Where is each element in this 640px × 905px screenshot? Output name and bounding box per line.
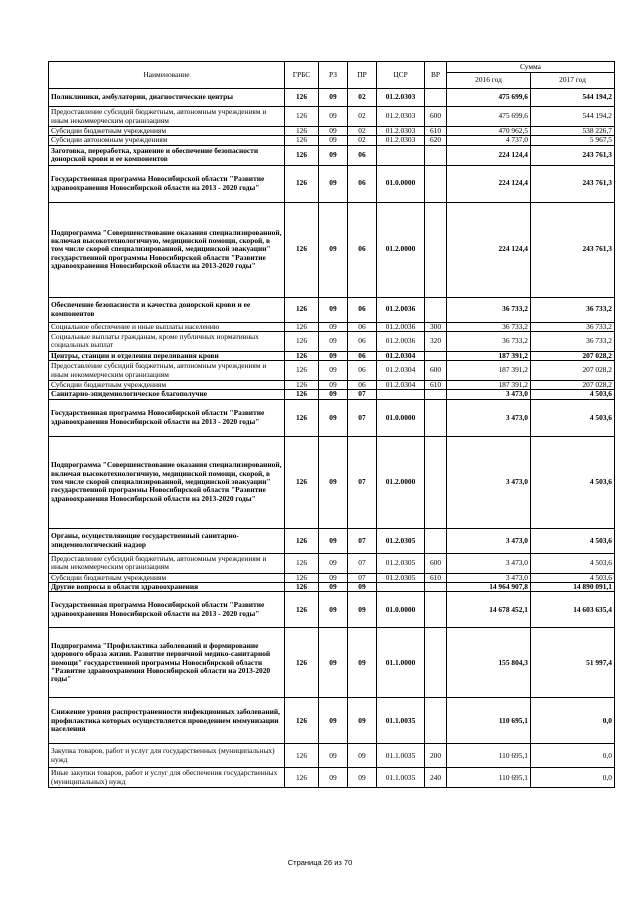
table-row — [49, 331, 615, 351]
cell-pr: 02 — [348, 127, 377, 136]
cell-csr: 01.2.0036 — [377, 322, 425, 331]
cell-pr: 09 — [348, 582, 377, 591]
cell-vr — [425, 528, 447, 553]
cell-grbs: 126 — [285, 390, 319, 399]
cell-pr: 09 — [348, 592, 377, 628]
cell-name: Предоставление субсидий бюджетным, автономным учреждениям и иным некоммерческим организациям — [49, 553, 285, 573]
cell-vr — [425, 89, 447, 107]
cell-grbs: 126 — [285, 107, 319, 127]
cell-v2016: 3 473,0 — [447, 528, 531, 553]
cell-vr — [425, 165, 447, 202]
cell-pr: 06 — [348, 297, 377, 322]
cell-grbs: 126 — [285, 744, 319, 768]
cell-v2017: 0,0 — [531, 744, 615, 768]
cell-pr: 09 — [348, 768, 377, 788]
cell-rz: 09 — [319, 528, 348, 553]
cell-grbs: 126 — [285, 331, 319, 351]
cell-v2016: 36 733,2 — [447, 322, 531, 331]
cell-name: Другие вопросы в области здравоохранения — [49, 582, 285, 591]
cell-v2016: 3 473,0 — [447, 436, 531, 528]
cell-vr — [425, 399, 447, 436]
header-rz: РЗ — [319, 62, 348, 89]
cell-csr: 01.1.0035 — [377, 744, 425, 768]
cell-rz: 09 — [319, 399, 348, 436]
cell-pr: 06 — [348, 145, 377, 165]
cell-csr: 01.2.0303 — [377, 107, 425, 127]
cell-pr: 02 — [348, 107, 377, 127]
cell-v2016: 110 695,1 — [447, 744, 531, 768]
cell-v2017: 207 028,2 — [531, 351, 615, 360]
cell-vr — [425, 436, 447, 528]
cell-name: Поликлиники, амбулатории, диагностические центры — [49, 89, 285, 107]
cell-rz: 09 — [319, 351, 348, 360]
header-sum: Сумма — [447, 62, 615, 73]
cell-v2016: 3 473,0 — [447, 573, 531, 582]
cell-v2016: 36 733,2 — [447, 331, 531, 351]
cell-csr: 01.1.0000 — [377, 628, 425, 698]
header-grbs: ГРБС — [285, 62, 319, 89]
cell-v2016: 3 473,0 — [447, 399, 531, 436]
cell-csr: 01.2.0000 — [377, 202, 425, 297]
cell-grbs: 126 — [285, 582, 319, 591]
cell-rz: 09 — [319, 553, 348, 573]
cell-grbs: 126 — [285, 768, 319, 788]
budget-table — [48, 61, 615, 788]
table-row — [49, 744, 615, 768]
cell-name: Подпрограмма "Совершенствование оказания специализированной, включая высокотехнологичную, медицинской помощи, скорой, в том числе скорой специализированной, медицинской эвакуации" государственной программы Новосибирской области "Развитие здравоохранения Новосибирской области на 2013-2020 годы" — [49, 202, 285, 297]
cell-rz: 09 — [319, 165, 348, 202]
cell-v2016: 475 699,6 — [447, 107, 531, 127]
cell-v2016: 187 391,2 — [447, 381, 531, 390]
cell-pr: 07 — [348, 390, 377, 399]
cell-rz: 09 — [319, 322, 348, 331]
cell-vr — [425, 297, 447, 322]
cell-pr: 02 — [348, 89, 377, 107]
cell-grbs: 126 — [285, 297, 319, 322]
table-row — [49, 573, 615, 582]
cell-pr: 06 — [348, 361, 377, 381]
cell-pr: 09 — [348, 698, 377, 744]
cell-name: Предоставление субсидий бюджетным, автономным учреждениям и иным некоммерческим организациям — [49, 107, 285, 127]
table-row — [49, 361, 615, 381]
cell-rz: 09 — [319, 390, 348, 399]
cell-name: Подпрограмма "Профилактика заболеваний и формирование здорового образа жизни. Развитие первичной медико-санитарной помощи" государственной программы Новосибирской области "Развитие здравоохранения Новосибирской области на 2013-2020 годы" — [49, 628, 285, 698]
cell-pr: 06 — [348, 331, 377, 351]
cell-v2017: 36 733,2 — [531, 297, 615, 322]
cell-v2017: 4 503,6 — [531, 528, 615, 553]
cell-name: Субсидии автономным учреждениям — [49, 136, 285, 145]
cell-grbs: 126 — [285, 553, 319, 573]
cell-csr: 01.2.0305 — [377, 573, 425, 582]
cell-csr: 01.2.0000 — [377, 436, 425, 528]
cell-name: Закупка товаров, работ и услуг для государственных (муниципальных) нужд — [49, 744, 285, 768]
cell-grbs: 126 — [285, 528, 319, 553]
cell-vr: 600 — [425, 553, 447, 573]
table-row — [49, 381, 615, 390]
cell-vr: 600 — [425, 107, 447, 127]
cell-rz: 09 — [319, 436, 348, 528]
cell-v2016: 4 737,0 — [447, 136, 531, 145]
cell-v2016: 110 695,1 — [447, 698, 531, 744]
cell-vr — [425, 202, 447, 297]
cell-name: Снижение уровня распространенности инфекционных заболеваний, профилактика которых осуществляется проведением иммунизации населения — [49, 698, 285, 744]
cell-v2017: 207 028,2 — [531, 361, 615, 381]
table-row — [49, 390, 615, 399]
cell-pr: 07 — [348, 528, 377, 553]
cell-csr: 01.2.0303 — [377, 89, 425, 107]
cell-csr: 01.0.0000 — [377, 592, 425, 628]
cell-pr: 06 — [348, 351, 377, 360]
cell-grbs: 126 — [285, 361, 319, 381]
cell-name: Заготовка, переработка, хранение и обеспечение безопасности донорской крови и ее компонентов — [49, 145, 285, 165]
cell-vr: 610 — [425, 127, 447, 136]
cell-pr: 07 — [348, 553, 377, 573]
cell-csr: 01.0.0000 — [377, 165, 425, 202]
cell-pr: 07 — [348, 436, 377, 528]
cell-v2017: 207 028,2 — [531, 381, 615, 390]
cell-vr — [425, 628, 447, 698]
table-row — [49, 202, 615, 297]
table-row — [49, 297, 615, 322]
table-row — [49, 698, 615, 744]
table-row — [49, 592, 615, 628]
cell-vr: 600 — [425, 361, 447, 381]
cell-csr: 01.2.0303 — [377, 136, 425, 145]
cell-vr — [425, 582, 447, 591]
cell-v2016: 224 124,4 — [447, 145, 531, 165]
cell-rz: 09 — [319, 582, 348, 591]
cell-vr — [425, 145, 447, 165]
cell-csr: 01.1.0035 — [377, 698, 425, 744]
cell-pr: 06 — [348, 202, 377, 297]
cell-pr: 09 — [348, 744, 377, 768]
header-2017: 2017 год — [531, 73, 615, 89]
cell-csr: 01.1.0035 — [377, 768, 425, 788]
cell-v2016: 14 678 452,1 — [447, 592, 531, 628]
cell-grbs: 126 — [285, 436, 319, 528]
table-row — [49, 553, 615, 573]
cell-name: Субсидии бюджетным учреждениям — [49, 573, 285, 582]
cell-v2017: 4 503,6 — [531, 436, 615, 528]
cell-rz: 09 — [319, 136, 348, 145]
cell-rz: 09 — [319, 297, 348, 322]
cell-name: Органы, осуществляющие государственный санитарно-эпидемиологический надзор — [49, 528, 285, 553]
cell-name: Обеспечение безопасности и качества донорской крови и ее компонентов — [49, 297, 285, 322]
cell-rz: 09 — [319, 127, 348, 136]
table-row — [49, 89, 615, 107]
cell-v2017: 4 503,6 — [531, 573, 615, 582]
table-row — [49, 528, 615, 553]
cell-csr: 01.0.0000 — [377, 399, 425, 436]
table-row — [49, 768, 615, 788]
cell-grbs: 126 — [285, 399, 319, 436]
cell-v2017: 14 603 635,4 — [531, 592, 615, 628]
cell-v2017: 4 503,6 — [531, 553, 615, 573]
cell-rz: 09 — [319, 361, 348, 381]
cell-v2016: 110 695,1 — [447, 768, 531, 788]
cell-vr: 240 — [425, 768, 447, 788]
cell-grbs: 126 — [285, 165, 319, 202]
cell-v2016: 3 473,0 — [447, 390, 531, 399]
cell-csr: 01.2.0304 — [377, 351, 425, 360]
cell-v2017: 36 733,2 — [531, 322, 615, 331]
cell-vr — [425, 351, 447, 360]
cell-v2016: 470 962,5 — [447, 127, 531, 136]
cell-rz: 09 — [319, 592, 348, 628]
cell-v2017: 243 761,3 — [531, 145, 615, 165]
cell-grbs: 126 — [285, 381, 319, 390]
cell-name: Иные закупки товаров, работ и услуг для обеспечения государственных (муниципальных) нужд — [49, 768, 285, 788]
cell-csr: 01.2.0305 — [377, 528, 425, 553]
cell-grbs: 126 — [285, 136, 319, 145]
cell-csr: 01.2.0304 — [377, 381, 425, 390]
header-vr: ВР — [425, 62, 447, 89]
table-row — [49, 436, 615, 528]
cell-grbs: 126 — [285, 127, 319, 136]
cell-v2016: 224 124,4 — [447, 202, 531, 297]
cell-grbs: 126 — [285, 89, 319, 107]
cell-rz: 09 — [319, 744, 348, 768]
page-footer: Страница 26 из 70 — [287, 858, 353, 867]
cell-v2017: 544 194,2 — [531, 89, 615, 107]
table-row — [49, 399, 615, 436]
cell-rz: 09 — [319, 628, 348, 698]
cell-name: Центры, станции и отделения переливания крови — [49, 351, 285, 360]
cell-vr: 200 — [425, 744, 447, 768]
cell-rz: 09 — [319, 107, 348, 127]
cell-grbs: 126 — [285, 698, 319, 744]
cell-name: Государственная программа Новосибирской области "Развитие здравоохранения Новосибирской области на 2013 - 2020 годы" — [49, 399, 285, 436]
cell-vr — [425, 390, 447, 399]
cell-v2017: 0,0 — [531, 768, 615, 788]
cell-v2017: 243 761,3 — [531, 202, 615, 297]
cell-vr: 610 — [425, 573, 447, 582]
cell-vr: 320 — [425, 331, 447, 351]
cell-vr: 610 — [425, 381, 447, 390]
table-row — [49, 136, 615, 145]
cell-grbs: 126 — [285, 351, 319, 360]
cell-csr: 01.2.0304 — [377, 361, 425, 381]
cell-pr: 06 — [348, 322, 377, 331]
cell-v2017: 0,0 — [531, 698, 615, 744]
cell-pr: 06 — [348, 165, 377, 202]
header-csr: ЦСР — [377, 62, 425, 89]
cell-csr — [377, 390, 425, 399]
cell-vr: 620 — [425, 136, 447, 145]
header-2016: 2016 год — [447, 73, 531, 89]
cell-v2016: 224 124,4 — [447, 165, 531, 202]
cell-csr: 01.2.0036 — [377, 297, 425, 322]
table-row — [49, 165, 615, 202]
header-name: Наименование — [49, 62, 285, 89]
cell-name: Социальные выплаты гражданам, кроме публичных нормативных социальных выплат — [49, 331, 285, 351]
cell-v2017: 5 967,5 — [531, 136, 615, 145]
cell-v2016: 155 804,3 — [447, 628, 531, 698]
cell-vr — [425, 698, 447, 744]
cell-name: Предоставление субсидий бюджетным, автономным учреждениям и иным некоммерческим организациям — [49, 361, 285, 381]
cell-pr: 07 — [348, 573, 377, 582]
cell-csr: 01.2.0036 — [377, 331, 425, 351]
cell-grbs: 126 — [285, 573, 319, 582]
cell-v2017: 14 890 091,1 — [531, 582, 615, 591]
cell-v2017: 544 194,2 — [531, 107, 615, 127]
cell-name: Государственная программа Новосибирской области "Развитие здравоохранения Новосибирской области на 2013 - 2020 годы" — [49, 165, 285, 202]
cell-rz: 09 — [319, 381, 348, 390]
table-row — [49, 107, 615, 127]
cell-rz: 09 — [319, 573, 348, 582]
cell-grbs: 126 — [285, 592, 319, 628]
cell-v2016: 475 699,6 — [447, 89, 531, 107]
cell-grbs: 126 — [285, 322, 319, 331]
cell-rz: 09 — [319, 89, 348, 107]
cell-grbs: 126 — [285, 202, 319, 297]
cell-rz: 09 — [319, 331, 348, 351]
table-row — [49, 628, 615, 698]
cell-v2016: 3 473,0 — [447, 553, 531, 573]
cell-rz: 09 — [319, 145, 348, 165]
cell-v2017: 538 226,7 — [531, 127, 615, 136]
cell-name: Субсидии бюджетным учреждениям — [49, 127, 285, 136]
cell-v2017: 243 761,3 — [531, 165, 615, 202]
cell-csr: 01.2.0303 — [377, 127, 425, 136]
cell-name: Субсидии бюджетным учреждениям — [49, 381, 285, 390]
cell-rz: 09 — [319, 768, 348, 788]
cell-csr: 01.2.0305 — [377, 553, 425, 573]
table-row — [49, 351, 615, 360]
cell-pr: 07 — [348, 399, 377, 436]
cell-pr: 06 — [348, 381, 377, 390]
cell-v2016: 187 391,2 — [447, 351, 531, 360]
cell-vr: 300 — [425, 322, 447, 331]
cell-v2016: 14 964 907,8 — [447, 582, 531, 591]
cell-pr: 02 — [348, 136, 377, 145]
table-row — [49, 322, 615, 331]
cell-v2017: 4 503,6 — [531, 390, 615, 399]
cell-v2016: 187 391,2 — [447, 361, 531, 381]
cell-pr: 09 — [348, 628, 377, 698]
cell-csr — [377, 145, 425, 165]
table-row — [49, 127, 615, 136]
cell-v2017: 51 997,4 — [531, 628, 615, 698]
cell-rz: 09 — [319, 698, 348, 744]
cell-v2017: 4 503,6 — [531, 399, 615, 436]
table-row — [49, 145, 615, 165]
cell-v2016: 36 733,2 — [447, 297, 531, 322]
cell-v2017: 36 733,2 — [531, 331, 615, 351]
cell-name: Социальное обеспечение и иные выплаты населению — [49, 322, 285, 331]
cell-grbs: 126 — [285, 145, 319, 165]
header-pr: ПР — [348, 62, 377, 89]
cell-grbs: 126 — [285, 628, 319, 698]
table-row — [49, 582, 615, 591]
cell-rz: 09 — [319, 202, 348, 297]
cell-csr — [377, 582, 425, 591]
cell-name: Санитарно-эпидемиологическое благополучие — [49, 390, 285, 399]
cell-name: Подпрограмма "Совершенствование оказания специализированной, включая высокотехнологичную, медицинской помощи, скорой, в том числе скорой специализированной, медицинской эвакуации" государственной программы Новосибирской области "Развитие здравоохранения Новосибирской области на 2013-2020 годы" — [49, 436, 285, 528]
cell-name: Государственная программа Новосибирской области "Развитие здравоохранения Новосибирской области на 2013 - 2020 годы" — [49, 592, 285, 628]
cell-vr — [425, 592, 447, 628]
